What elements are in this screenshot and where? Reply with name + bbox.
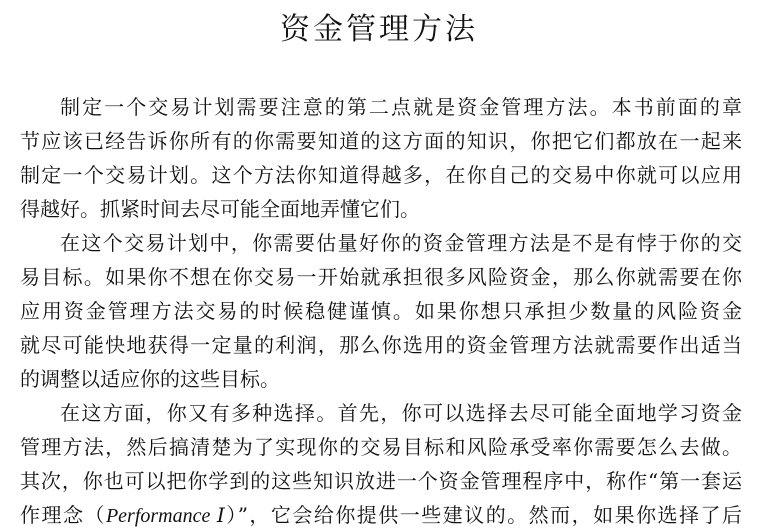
paragraph-3-line-3: 其次，你也可以把你学到的这些知识放进一个资金管理程序中，称作“第一套运 <box>20 469 742 493</box>
page-title: 资金管理方法 <box>280 12 478 47</box>
paragraph-2-line-5: 的调整以适应你的这些目标。 <box>20 367 280 391</box>
paragraph-3-line-2: 管理方法，然后搞清楚为了实现你的交易目标和风险承受率你需要怎么去做。 <box>20 435 742 459</box>
paragraph-2-line-2: 易目标。如果你不想在你交易一开始就承担很多风险资金，那么你就需要在你 <box>20 265 742 289</box>
paragraph-1-line-3: 制定一个交易计划。这个方法你知道得越多，在你自己的交易中你就可以应用 <box>20 163 742 187</box>
line-4-text-after: ）”，它会给你提供一些建议的。然而，如果你选择了后 <box>226 503 742 527</box>
paragraph-1-line-1: 制定一个交易计划需要注意的第二点就是资金管理方法。本书前面的章 <box>60 95 742 119</box>
paragraph-3-line-4 <box>20 498 742 532</box>
body-text <box>20 90 742 532</box>
performance-term: Performance Ⅰ <box>105 505 227 527</box>
paragraph-1-line-2: 节应该已经告诉你所有的你需要知道的这方面的知识，你把它们都放在一起来 <box>20 129 742 153</box>
paragraph-2-line-1: 在这个交易计划中，你需要估量好你的资金管理方法是不是有悖于你的交 <box>60 231 742 255</box>
paragraph-2-line-3: 应用资金管理方法交易的时候稳健谨慎。如果你想只承担少数量的风险资金 <box>20 299 742 323</box>
line-4-text-before: 作理念（ <box>20 503 106 527</box>
paragraph-1-line-4: 得越好。抓紧时间去尽可能全面地弄懂它们。 <box>20 197 420 221</box>
paragraph-3-line-1: 在这方面，你又有多种选择。首先，你可以选择去尽可能全面地学习资金 <box>60 401 742 425</box>
paragraph-2-line-4: 就尽可能快地获得一定量的利润，那么你选用的资金管理方法就需要作出适当 <box>20 333 742 357</box>
